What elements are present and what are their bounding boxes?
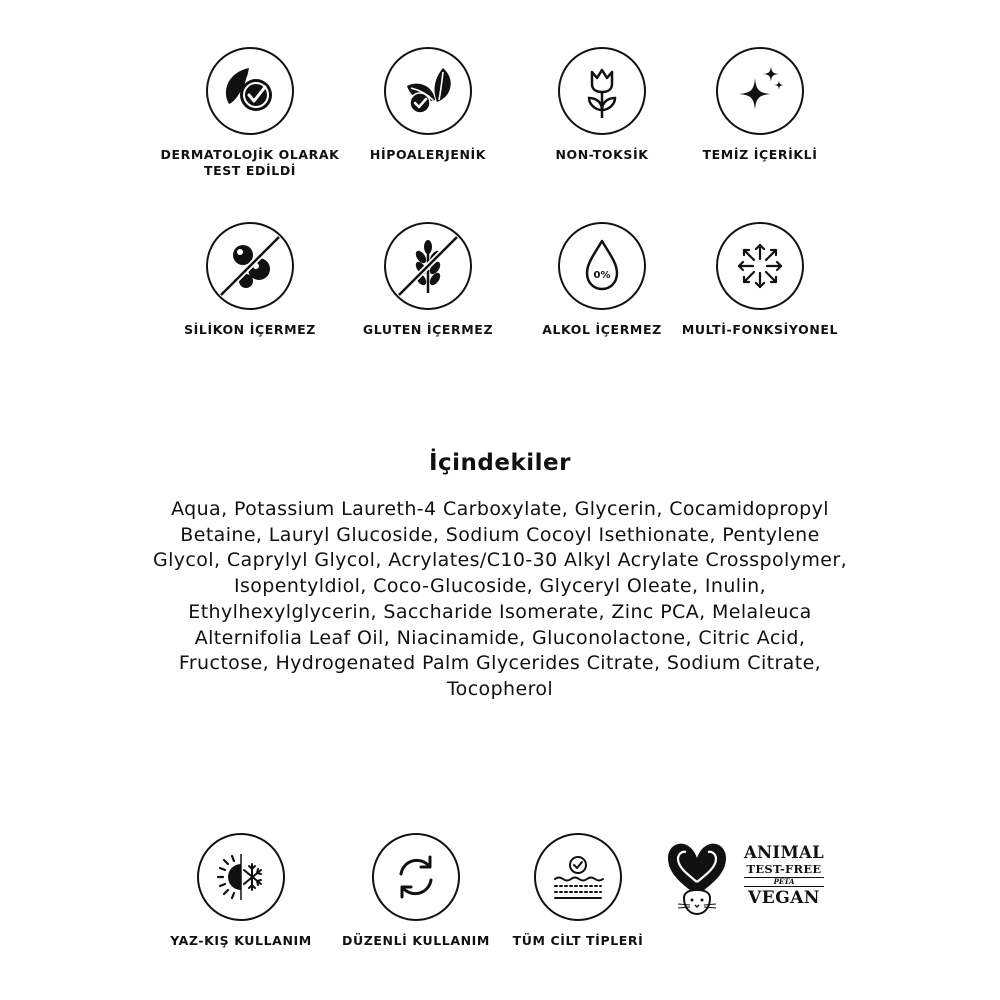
sun-snow-icon xyxy=(197,833,285,921)
peta-wordmark: PETA xyxy=(744,877,824,887)
no-gluten-icon xyxy=(384,222,472,310)
badge-summer-winter-use xyxy=(141,833,341,949)
ingredients-text: Aqua, Potassium Laureth-4 Carboxylate, Glycerin, Cocamidopropyl Betaine, Lauryl Glucoside, Sodium Cocoyl Isethionate, Pentylene Glycol, Caprylyl Glycol, Acrylates/C10-30 Alkyl Acrylate Crosspolymer, Isopentyldiol, Coco-Glucoside, Glyceryl Oleate, Inulin, Ethylhexylglycerin, Saccharide Isomerate, Zinc PCA, Melaleuca Alternifolia Leaf Oil, Niacinamide, Gluconolactone, Citric Acid, Fructose, Hydrogenated Palm Glycerides Citrate, Sodium Citrate, Tocopherol xyxy=(152,498,848,700)
peta-animal-test-free-vegan-logo xyxy=(664,838,834,922)
badge-all-skin-types xyxy=(478,833,678,949)
no-silicone-icon xyxy=(206,222,294,310)
skin-layers-check-icon xyxy=(534,833,622,921)
badge-dermatologically-tested xyxy=(150,47,350,179)
refresh-arrows-icon xyxy=(372,833,460,921)
badge-hypoallergenic xyxy=(328,47,528,163)
flower-icon xyxy=(558,47,646,135)
badge-label: DERMATOLOJİK OLARAK TEST EDİLDİ xyxy=(160,147,340,178)
leaf-check-icon xyxy=(206,47,294,135)
badge-label: ALKOL İÇERMEZ xyxy=(542,322,662,337)
badge-label: NON-TOKSİK xyxy=(555,147,649,162)
ingredients-title: İçindekiler xyxy=(428,450,572,476)
alcohol-free-drop-icon xyxy=(558,222,646,310)
badge-label: HİPOALERJENİK xyxy=(369,147,487,162)
peta-line-test-free: TEST-FREE xyxy=(746,862,822,876)
badge-label: DÜZENLİ KULLANIM xyxy=(342,933,490,948)
drop-percent-text: 0% xyxy=(593,270,611,281)
sparkles-icon xyxy=(716,47,804,135)
badge-label: TEMİZ İÇERİKLİ xyxy=(702,147,818,162)
badge-label: MULTİ-FONKSİYONEL xyxy=(681,322,839,337)
badge-gluten-free xyxy=(328,222,528,338)
peta-bunny-heart-icon xyxy=(664,838,730,922)
badge-multifunctional xyxy=(660,222,860,338)
badge-label: YAZ-KIŞ KULLANIM xyxy=(170,933,312,948)
badge-label: SİLİKON İÇERMEZ xyxy=(184,322,316,337)
badge-clean-ingredients xyxy=(660,47,860,163)
peta-line-animal: ANIMAL xyxy=(743,843,825,862)
badge-silicone-free xyxy=(150,222,350,338)
badge-label: GLUTEN İÇERMEZ xyxy=(362,322,494,337)
multi-arrows-icon xyxy=(716,222,804,310)
leaves-check-icon xyxy=(384,47,472,135)
peta-line-vegan: VEGAN xyxy=(748,888,820,908)
badge-label: TÜM CİLT TİPLERİ xyxy=(512,933,644,948)
